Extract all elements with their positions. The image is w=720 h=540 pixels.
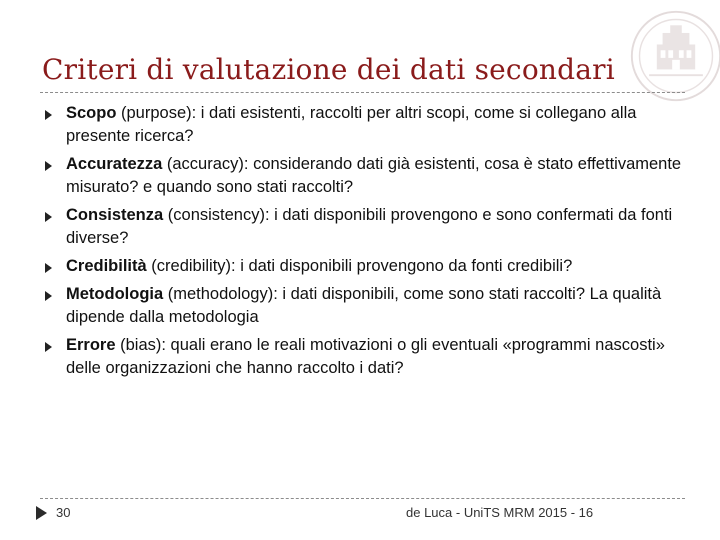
bullet-text: (consistency): i dati disponibili provengono e sono confermati da fonti diverse? bbox=[66, 206, 673, 247]
university-seal-icon bbox=[628, 8, 720, 104]
bullet-term: Accuratezza bbox=[66, 155, 163, 173]
triangle-bullet-icon bbox=[45, 161, 52, 171]
bullet-text: (bias): quali erano le reali motivazioni o gli eventuali «programmi nascosti» delle organizzazioni che hanno raccolto i dati? bbox=[66, 336, 665, 377]
triangle-marker-icon bbox=[36, 506, 47, 520]
triangle-bullet-icon bbox=[45, 291, 52, 301]
bullet-text: (purpose): i dati esistenti, raccolti per altri scopi, come si collegano alla presente ricerca? bbox=[66, 104, 637, 145]
footer-divider bbox=[40, 498, 685, 499]
bullet-text: (accuracy): considerando dati già esistenti, cosa è stato effettivamente misurato? e quando sono stati raccolti? bbox=[66, 155, 682, 196]
bullet-term: Credibilità bbox=[66, 257, 147, 275]
triangle-bullet-icon bbox=[45, 342, 52, 352]
bullet-term: Scopo bbox=[66, 104, 117, 122]
bullet-list bbox=[45, 102, 685, 385]
footer-credit: de Luca - UniTS MRM 2015 - 16 bbox=[406, 505, 594, 520]
triangle-bullet-icon bbox=[45, 263, 52, 273]
bullet-item-accuratezza bbox=[45, 153, 685, 199]
title-divider bbox=[40, 92, 685, 93]
bullet-item-credibilita bbox=[45, 255, 685, 278]
bullet-item-metodologia bbox=[45, 283, 685, 329]
slide-title: Criteri di valutazione dei dati secondari bbox=[42, 53, 615, 86]
bullet-term: Metodologia bbox=[66, 285, 164, 303]
bullet-item-scopo bbox=[45, 102, 685, 148]
bullet-term: Errore bbox=[66, 336, 116, 354]
page-number: 30 bbox=[56, 505, 71, 520]
bullet-text: (methodology): i dati disponibili, come sono stati raccolti? La qualità dipende dalla metodologia bbox=[66, 285, 662, 326]
bullet-item-errore bbox=[45, 334, 685, 380]
bullet-text: (credibility): i dati disponibili provengono da fonti credibili? bbox=[146, 257, 573, 275]
bullet-item-consistenza bbox=[45, 204, 685, 250]
triangle-bullet-icon bbox=[45, 110, 52, 120]
bullet-term: Consistenza bbox=[66, 206, 164, 224]
triangle-bullet-icon bbox=[45, 212, 52, 222]
